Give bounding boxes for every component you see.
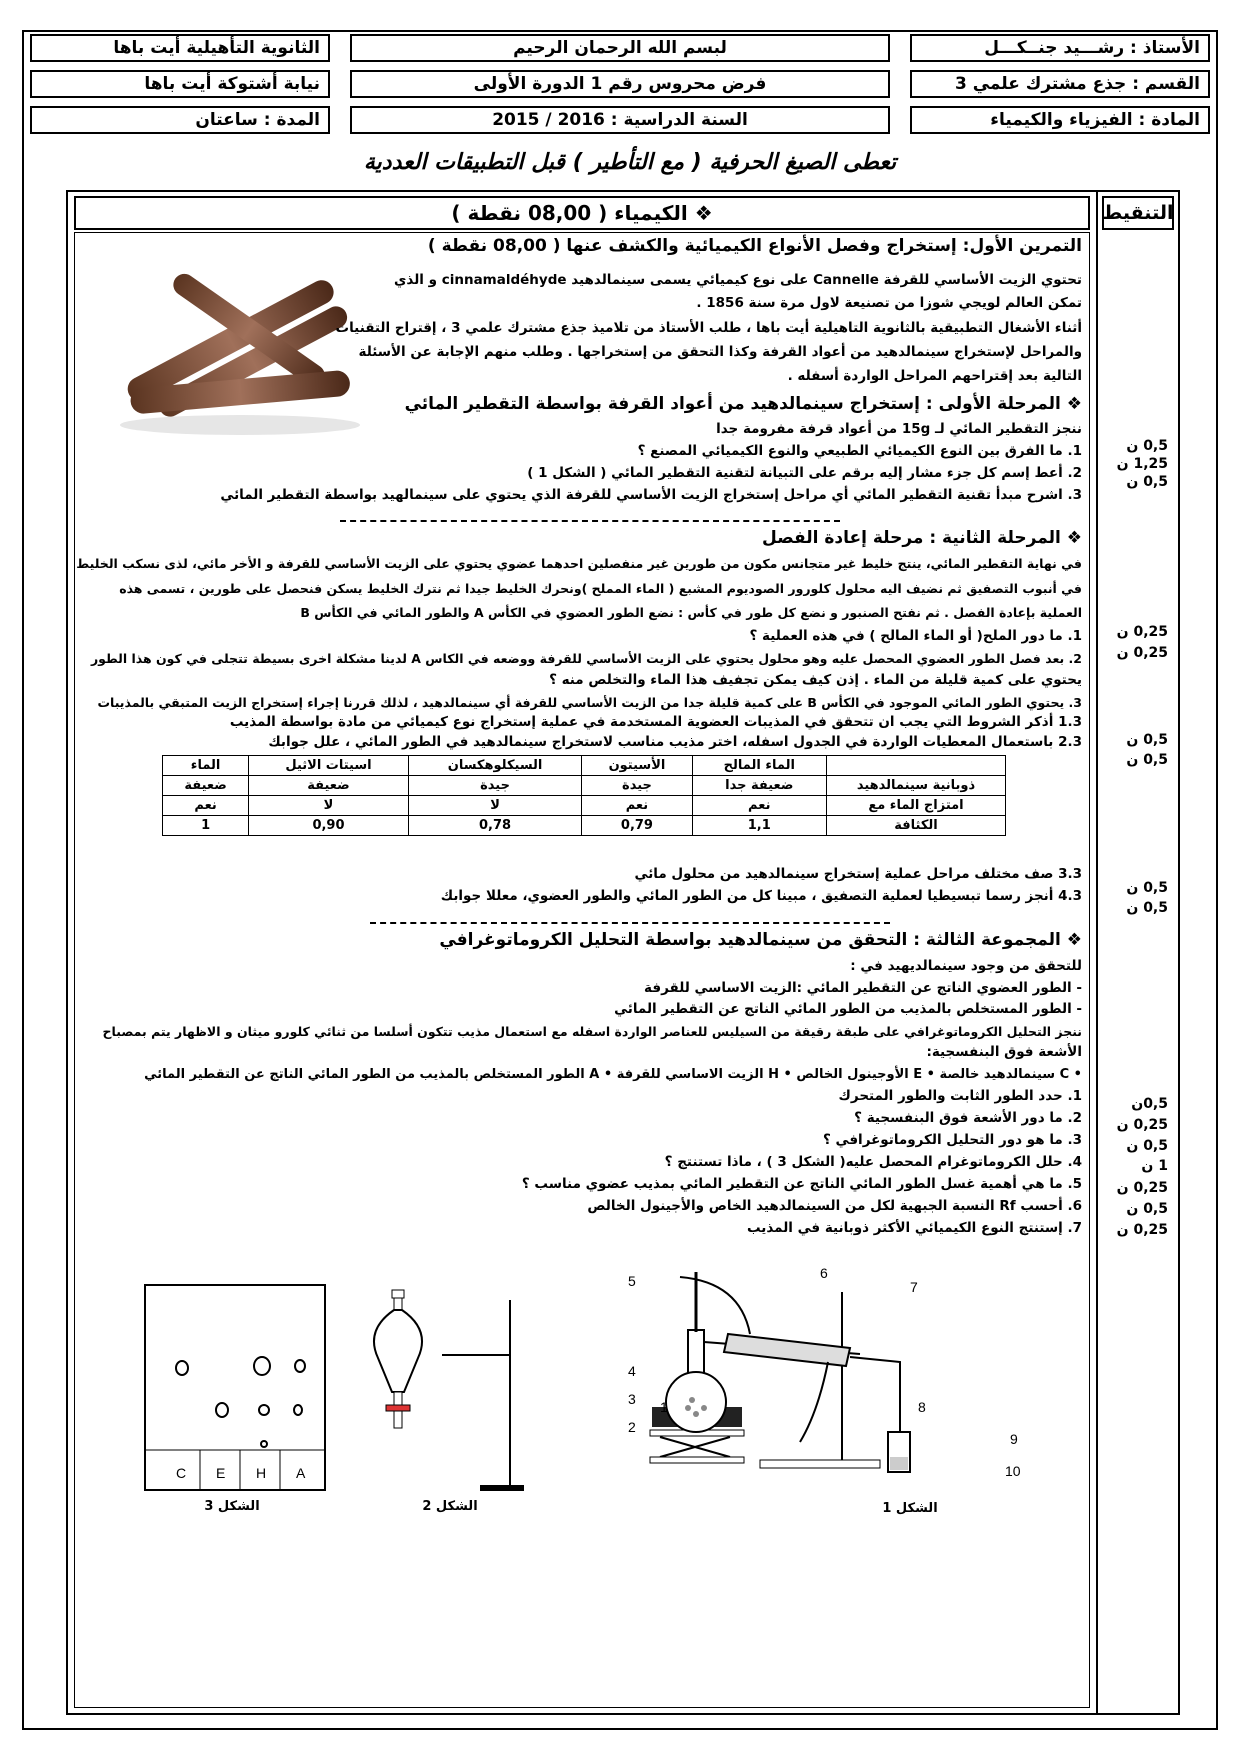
grade-s1-2: 1,25 ن bbox=[1116, 456, 1168, 472]
fig1-label-10: 10 bbox=[1005, 1463, 1021, 1479]
grade-column bbox=[1096, 190, 1180, 1715]
table-row bbox=[163, 796, 1006, 816]
directorate: نيابة أشتوكة أيت باها bbox=[30, 70, 330, 98]
school-year: السنة الدراسية : 2016 / 2015 bbox=[350, 106, 890, 134]
stage3-q5: 5. ما هي أهمية غسل الطور المائي الناتج عن التقطير المائي بمذيب عضوي مناسب ؟ bbox=[521, 1176, 1082, 1192]
fig1-label-2: 2 bbox=[628, 1419, 636, 1435]
stage3-method-1: ننجز التحليل الكروماتوغرافي على طبقة رقيقة من السيليس للعناصر الواردة اسفله مع استعمال مذيب تتكون أسلسا من ثنائي كلورو ميثان و الاظهار يتم بمصباح bbox=[102, 1024, 1082, 1039]
table-row bbox=[163, 816, 1006, 836]
fig1-label-8: 8 bbox=[918, 1399, 926, 1415]
grade-s1-3: 0,5 ن bbox=[1126, 474, 1168, 490]
stage2-q31: 1.3 أذكر الشروط التي يجب ان تتحقق في المذيبات العضوية المستخدمة في عملية إستخراج نوع كيميائي من مادة بواسطة المذيب bbox=[229, 714, 1082, 730]
stage3-species: • C سينمالدهيد خالصة • E الأوجينول الخالص • H الزيت الاساسي للقرفة • A الطور المستخلص بالمذيب من الطور المائي الناتج عن التقطير المائي bbox=[144, 1067, 1082, 1082]
grade-s3-1: 0,5ن bbox=[1131, 1096, 1168, 1112]
table-cell: الماء المالح bbox=[692, 756, 826, 776]
stage1-intro: ننجز التقطير المائي لـ 15g من أعواد قرفة مفرومة جدا bbox=[716, 421, 1082, 437]
stage3-q4: 4. حلل الكروماتوغرام المحصل عليه( الشكل 3 ) ، ماذا تستنتج ؟ bbox=[664, 1154, 1082, 1170]
stage2-title: ❖ المرحلة الثانية : مرحلة إعادة الفصل bbox=[762, 528, 1082, 548]
figure-2-funnel bbox=[370, 1280, 530, 1520]
tlc-spot bbox=[254, 1357, 270, 1375]
stage3-intro: للتحقق من وجود سينمالديهيد في : bbox=[850, 958, 1082, 974]
table-cell: لا bbox=[249, 796, 409, 816]
table-cell bbox=[827, 756, 1006, 776]
table-cell: 0,78 bbox=[408, 816, 582, 836]
table-cell: 1,1 bbox=[692, 816, 826, 836]
intro-line-4: والمراحل لإستخراج سينمالدهيد من أعواد القرفة وكذا التحقق من إستخراجها . وطلب منهم الإجابة عن الأسئلة bbox=[358, 344, 1082, 360]
grade-s2c-1: 0,5 ن bbox=[1126, 880, 1168, 896]
fig1-label-4: 4 bbox=[628, 1363, 636, 1379]
stage2-q2b: يحتوي على كمية قليلة من الماء . إذن كيف يمكن تجفيف هذا الماء والتخلص منه ؟ bbox=[549, 672, 1082, 688]
fig1-label-5: 5 bbox=[628, 1273, 636, 1289]
stage3-q2: 2. ما دور الأشعة فوق البنفسجية ؟ bbox=[854, 1110, 1082, 1126]
stage2-q3: 3. يحتوي الطور المائي الموجود في الكأس B على كمية قليلة جدا من الزيت الأساسي للقرفة أي سينمالدهيد ، لذلك قررنا إجراء إستخراج الزيت المتبقي بالمذيبات bbox=[97, 695, 1082, 710]
table-cell: 0,90 bbox=[249, 816, 409, 836]
table-header-row bbox=[163, 756, 1006, 776]
tlc-label-c: C bbox=[176, 1465, 187, 1481]
grade-s3-7: 0,25 ن bbox=[1116, 1222, 1168, 1238]
table-cell: لا bbox=[408, 796, 582, 816]
tlc-spot bbox=[294, 1405, 302, 1415]
stage2-intro-1: في نهاية التقطير المائي، ينتج خليط غير متجانس مكون من طورين غير منفصلين احدهما عضوي يحتوي على الزيت الأساسي للقرفة و الأخر مائي، لذى نسكب الخليط bbox=[76, 556, 1082, 571]
subject: المادة : الفيزياء والكيمياء bbox=[910, 106, 1210, 134]
grade-s1-1: 0,5 ن bbox=[1126, 438, 1168, 454]
tlc-spot bbox=[295, 1360, 305, 1372]
figure-1-distillation bbox=[600, 1262, 1040, 1522]
school: الثانوية التأهيلية أيت باها bbox=[30, 34, 330, 62]
stage3-q3: 3. ما هو دور التحليل الكروماتوغرافي ؟ bbox=[823, 1132, 1082, 1148]
header-row-2 bbox=[30, 70, 1210, 100]
duration: المدة : ساعتان bbox=[30, 106, 330, 134]
table-cell: نعم bbox=[582, 796, 692, 816]
fig1-label-3: 3 bbox=[628, 1391, 636, 1407]
table-cell: 1 bbox=[163, 816, 249, 836]
fig1-label-9: 9 bbox=[1010, 1431, 1018, 1447]
stage3-bullet-1: - الطور العضوي الناتج عن التقطير المائي :الزيت الاساسي للقرفة bbox=[644, 980, 1082, 996]
stage2-intro-2: في أنبوب التصفيق ثم نضيف اليه محلول كلورور الصوديوم المشبع ( الماء المملح )ونحرك الخليط جيدا ثم نترك الخليط يسكن فنحصل على طورين ، تسمى هذه bbox=[119, 581, 1082, 596]
table-cell: 0,79 bbox=[582, 816, 692, 836]
fig1-label-6: 6 bbox=[820, 1265, 828, 1281]
exercise-title: التمرين الأول: إستخراج وفصل الأنواع الكيميائية والكشف عنها ( 08,00 نقطة ) bbox=[427, 236, 1082, 256]
grade-s2b-1: 0,5 ن bbox=[1126, 732, 1168, 748]
stage1-q3: 3. اشرح مبدأ تقنية التقطير المائي أي مراحل إستخراج الزيت الأساسي للقرفة الذي يحتوي على سينمالهيد بواسطة التقطير المائي bbox=[220, 487, 1082, 503]
table-cell: الماء bbox=[163, 756, 249, 776]
divider-1 bbox=[340, 520, 840, 522]
table-cell: ضعيفة bbox=[163, 776, 249, 796]
grade-s3-2: 0,25 ن bbox=[1116, 1117, 1168, 1133]
grade-s2a-1: 0,25 ن bbox=[1116, 624, 1168, 640]
grade-s2c-2: 0,5 ن bbox=[1126, 900, 1168, 916]
tlc-label-h: H bbox=[256, 1465, 267, 1481]
fig1-label-1: 1 bbox=[660, 1399, 668, 1415]
tlc-label-a: A bbox=[296, 1465, 306, 1481]
table-cell: ذوبانية سينمالدهيد bbox=[827, 776, 1006, 796]
table-cell: ضعيفة bbox=[249, 776, 409, 796]
table-cell: امتزاج الماء مع bbox=[827, 796, 1006, 816]
tlc-spot bbox=[259, 1405, 269, 1415]
level: القسم : جذع مشترك علمي 3 bbox=[910, 70, 1210, 98]
stage1-q1: 1. ما الفرق بين النوع الكيميائي الطبيعي والنوع الكيميائي المصنع ؟ bbox=[637, 443, 1082, 459]
intro-line-3: أثناء الأشغال التطبيقية بالثانوية التاهيلية أيت باها ، طلب الأستاذ من تلاميذ جذع مشترك علمي 3 ، إقتراح التقنيات bbox=[335, 320, 1082, 336]
stage3-method-2: الأشعة فوق البنفسجية: bbox=[926, 1044, 1082, 1060]
stage3-q7: 7. إستنتج النوع الكيميائي الأكثر ذوبانية في المذيب bbox=[747, 1220, 1082, 1236]
intro-line-5: التالية بعد إقتراحهم المراحل الواردة أسفله . bbox=[787, 368, 1082, 384]
grade-s3-4: 1 ن bbox=[1141, 1158, 1168, 1174]
figure-3-tlc bbox=[140, 1280, 340, 1520]
stage3-q1: 1. حدد الطور الثابت والطور المتحرك bbox=[838, 1088, 1082, 1104]
divider-2 bbox=[370, 922, 890, 924]
table-cell: جيدة bbox=[582, 776, 692, 796]
stage2-q32: 2.3 باستعمال المعطيات الواردة في الجدول اسفله، اختر مذيب مناسب لاستخراج سينمالدهيد في الطور المائي ، علل جوابك bbox=[268, 734, 1082, 750]
table-cell: السيكلوهكسان bbox=[408, 756, 582, 776]
stage2-q43: 4.3 أنجز رسما تبسيطيا لعملية التصفيق ، مبينا كل من الطور المائي والطور العضوي، معللا جوابك bbox=[440, 888, 1082, 904]
stage3-q6: 6. أحسب Rf النسبة الجبهية لكل من السينمالدهيد الخاص والأجينول الخالص bbox=[587, 1198, 1082, 1214]
table-cell: نعم bbox=[163, 796, 249, 816]
grade-s2b-2: 0,5 ن bbox=[1126, 752, 1168, 768]
header-row-1 bbox=[30, 34, 1210, 64]
grade-s2a-2: 0,25 ن bbox=[1116, 645, 1168, 661]
tlc-spot bbox=[216, 1403, 228, 1417]
table-cell: جيدة bbox=[408, 776, 582, 796]
grade-header: التنقيط bbox=[1102, 196, 1174, 230]
stage2-q1: 1. ما دور الملح( أو الماء المالح ) في هذه العملية ؟ bbox=[749, 628, 1082, 644]
intro-line-1: تحتوي الزيت الأساسي للقرفة Cannelle على نوع كيميائي يسمى سينمالدهيد cinnamaldéhyde و الذي bbox=[394, 272, 1082, 288]
solvent-table bbox=[162, 755, 1006, 836]
stage2-intro-3: العملية بإعادة الفصل . ثم نفتح الصنبور و نضع كل طور في كأس : نضع الطور العضوي في الكأس A والطور المائي في الكأس B bbox=[300, 605, 1082, 620]
header-row-3 bbox=[30, 106, 1210, 136]
stage1-q2: 2. أعط إسم كل جزء مشار إليه برقم على التبيانة لتقنية التقطير المائي ( الشكل 1 ) bbox=[527, 465, 1082, 481]
fig1-label-7: 7 bbox=[910, 1279, 918, 1295]
stage2-q33: 3.3 صف مختلف مراحل عملية إستخراج سينمالدهيد من محلول مائي bbox=[634, 866, 1082, 882]
section-title: ❖ الكيمياء ( 08,00 نقطة ) bbox=[74, 196, 1090, 230]
tlc-spot bbox=[176, 1361, 188, 1375]
basmala: لبسم الله الرحمان الرحيم bbox=[350, 34, 890, 62]
cinnamon-image bbox=[80, 240, 380, 440]
stage3-bullet-2: - الطور المستخلص بالمذيب من الطور المائي الناتج عن التقطير المائي bbox=[614, 1001, 1082, 1017]
formula-note: تعطى الصيغ الحرفية ( مع التأطير ) قبل التطبيقات العددية bbox=[363, 150, 897, 175]
table-cell: نعم bbox=[692, 796, 826, 816]
stage1-title: ❖ المرحلة الأولى : إستخراج سينمالدهيد من أعواد القرفة بواسطة التقطير المائي bbox=[404, 394, 1082, 414]
teacher: الأستاذ : رشـــيد جنــكـــل bbox=[910, 34, 1210, 62]
grade-s3-5: 0,25 ن bbox=[1116, 1180, 1168, 1196]
figure-3-caption: الشكل 3 bbox=[204, 1499, 260, 1514]
table-row bbox=[163, 776, 1006, 796]
stage2-q2a: 2. بعد فصل الطور العضوي المحصل عليه وهو محلول يحتوي على الزيت الأساسي للقرفة ووضعه في الكاس A لدينا مشكلة اخرى بسيطة تتجلى في كون هذا الطور bbox=[90, 651, 1082, 666]
table-cell: ضعيفة جدا bbox=[692, 776, 826, 796]
tlc-label-e: E bbox=[216, 1465, 226, 1481]
exam-title: فرض محروس رقم 1 الدورة الأولى bbox=[350, 70, 890, 98]
stage3-title: ❖ المجموعة الثالثة : التحقق من سينمالدهيد بواسطة التحليل الكروماتوغرافي bbox=[439, 930, 1082, 950]
figure-1-caption: الشكل 1 bbox=[882, 1501, 938, 1516]
table-cell: اسيتات الاثيل bbox=[249, 756, 409, 776]
table-cell: الأسيتون bbox=[582, 756, 692, 776]
grade-s3-3: 0,5 ن bbox=[1126, 1138, 1168, 1154]
table-cell: الكثافة bbox=[827, 816, 1006, 836]
figure-2-caption: الشكل 2 bbox=[422, 1499, 478, 1514]
intro-line-2: تمكن العالم لويجي شوزا من تصنيعة لاول مرة سنة 1856 . bbox=[696, 295, 1082, 311]
grade-s3-6: 0,5 ن bbox=[1126, 1201, 1168, 1217]
tlc-spot bbox=[261, 1441, 267, 1447]
